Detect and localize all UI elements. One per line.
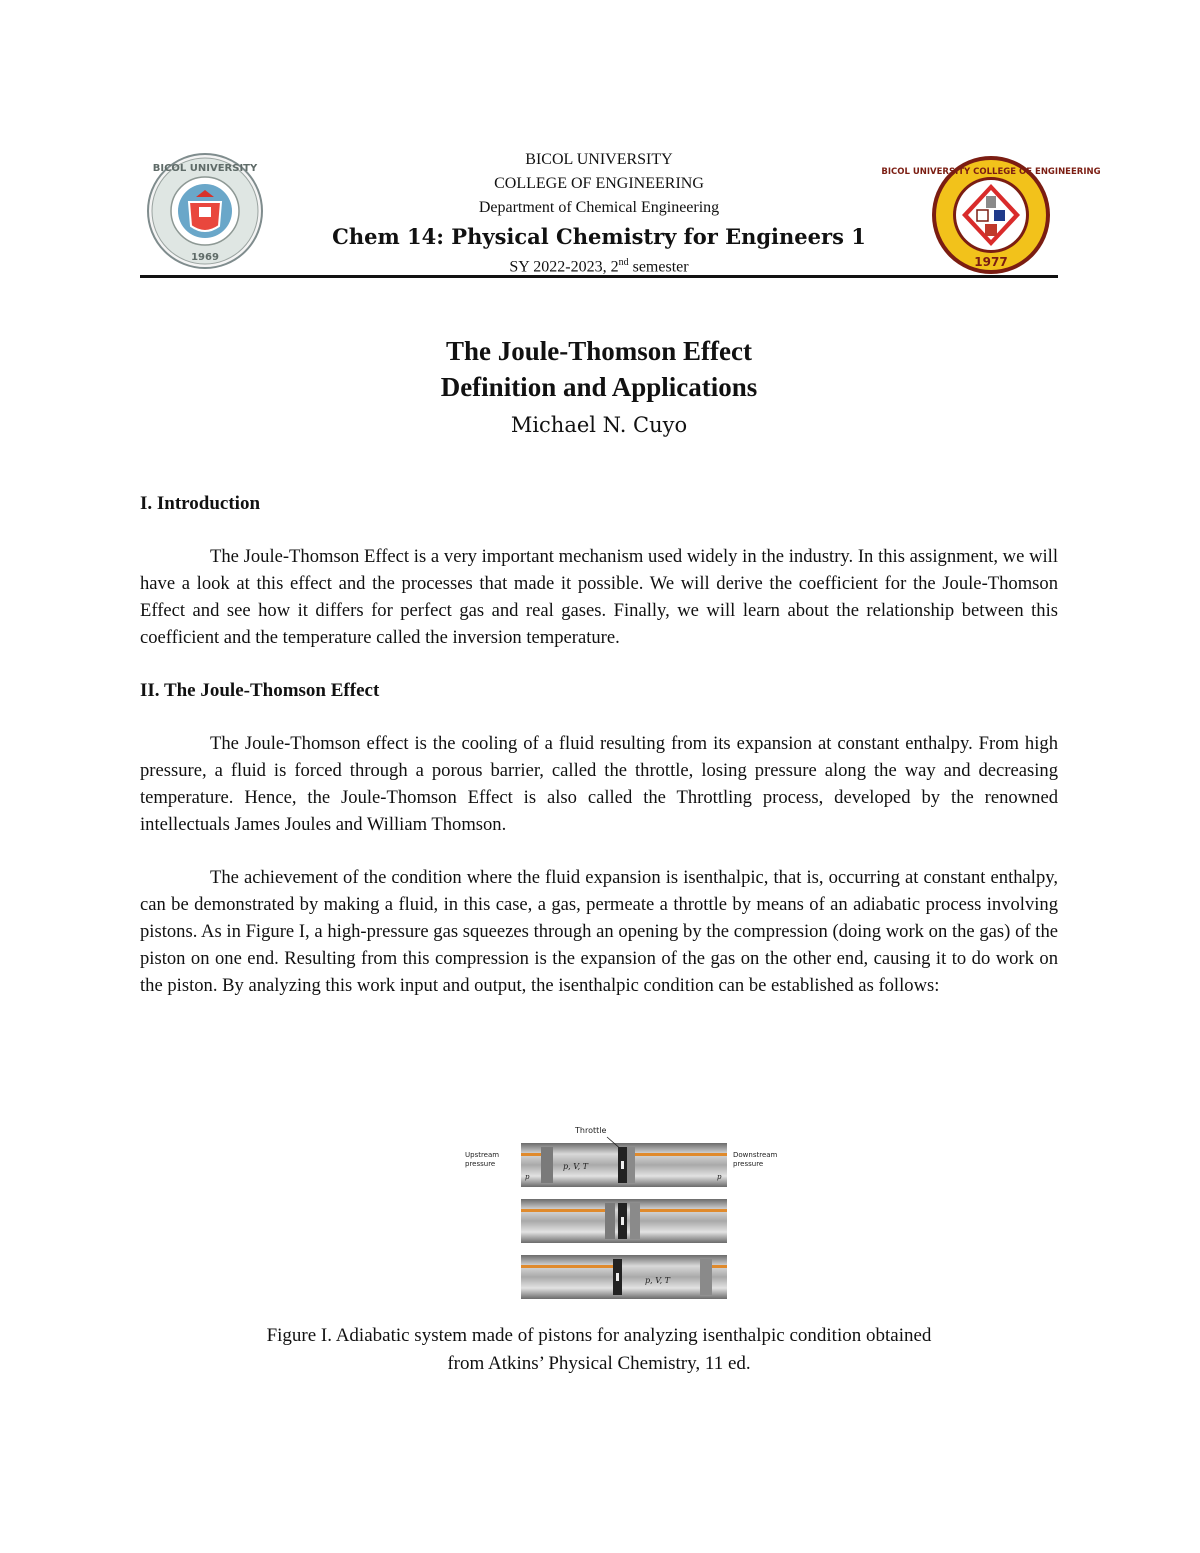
piston-throttle-figure — [465, 1126, 801, 1313]
svg-text:BICOL UNIVERSITY COLLEGE OF EN: BICOL UNIVERSITY COLLEGE OF ENGINEERING — [881, 167, 1101, 177]
figure-caption-line-1: Figure I. Adiabatic system made of pistons for analyzing isenthalpic condition obtained — [266, 1325, 932, 1346]
sy-sup: nd — [618, 257, 629, 268]
svg-text:p, V, T: p, V, T — [563, 1162, 589, 1171]
svg-text:Throttle: Throttle — [575, 1126, 607, 1135]
svg-text:p: p — [717, 1173, 722, 1181]
figure-caption — [140, 1322, 1058, 1378]
svg-text:p, V, T: p, V, T — [645, 1276, 671, 1285]
course-title: Chem 14: Physical Chemistry for Engineers 1 — [332, 224, 866, 249]
joule-thomson-paragraph-1: The Joule-Thomson effect is the cooling of a fluid resulting from its expansion at constant enthalpy. From high pressure, a fluid is forced through a porous barrier, called the throttle, losing pressure along the way and decreasing temperature. Hence, the Joule-Thomson Effect is also called the Throttling process, developed by the renowned intellectuals James Joules and William Thomson. — [140, 733, 1058, 835]
department-name: Department of Chemical Engineering — [478, 199, 720, 216]
document-author: Michael N. Cuyo — [510, 413, 688, 437]
svg-text:1969: 1969 — [191, 252, 219, 263]
sy-prefix: SY 2022-2023, 2 — [509, 258, 619, 276]
document-body — [140, 490, 1058, 1025]
header-divider — [140, 275, 1058, 278]
figure-caption-line-2: from Atkins’ Physical Chemistry, 11 ed. — [447, 1353, 751, 1374]
svg-text:BICOL UNIVERSITY: BICOL UNIVERSITY — [152, 163, 258, 174]
section-heading-joule-thomson: II. The Joule-Thomson Effect — [140, 680, 380, 701]
document-header — [140, 140, 1101, 280]
university-name: BICOL UNIVERSITY — [525, 151, 673, 168]
joule-thomson-paragraph-2: The achievement of the condition where the fluid expansion is isenthalpic, that is, occurring at constant enthalpy, can be demonstrated by making a fluid, in this case, a gas, permeate a throttle by means of an adiabatic process involving pistons. As in Figure I, a high-pressure gas squeezes through an opening by the compression (doing work on the gas) of the piston on one end. Resulting from this compression is the expansion of the gas on the other end, causing it to do work on the piston. By analyzing this work input and output, the isenthalpic condition can be established as follows: — [140, 867, 1058, 996]
section-heading-introduction: I. Introduction — [140, 493, 261, 514]
document-title-block — [140, 333, 1058, 441]
svg-text:pressure: pressure — [733, 1160, 764, 1168]
svg-text:Downstream: Downstream — [733, 1151, 778, 1159]
document-subtitle: Definition and Applications — [440, 372, 758, 402]
svg-text:p: p — [525, 1173, 530, 1181]
document-title: The Joule-Thomson Effect — [446, 336, 752, 366]
college-of-engineering-seal-icon — [881, 154, 1101, 276]
sy-suffix: semester — [628, 258, 689, 276]
introduction-paragraph: The Joule-Thomson Effect is a very important mechanism used widely in the industry. In this assignment, we will have a look at this effect and the processes that made it possible. We will derive the coefficient for the Joule-Thomson Effect and see how it differs for perfect gas and real gases. Finally, we will learn about the relationship between this coefficient and the temperature called the inversion temperature. — [140, 546, 1058, 648]
svg-text:pressure: pressure — [465, 1160, 496, 1168]
svg-text:Upstream: Upstream — [465, 1151, 500, 1159]
college-name: COLLEGE OF ENGINEERING — [494, 175, 704, 192]
svg-text:1977: 1977 — [974, 255, 1008, 269]
